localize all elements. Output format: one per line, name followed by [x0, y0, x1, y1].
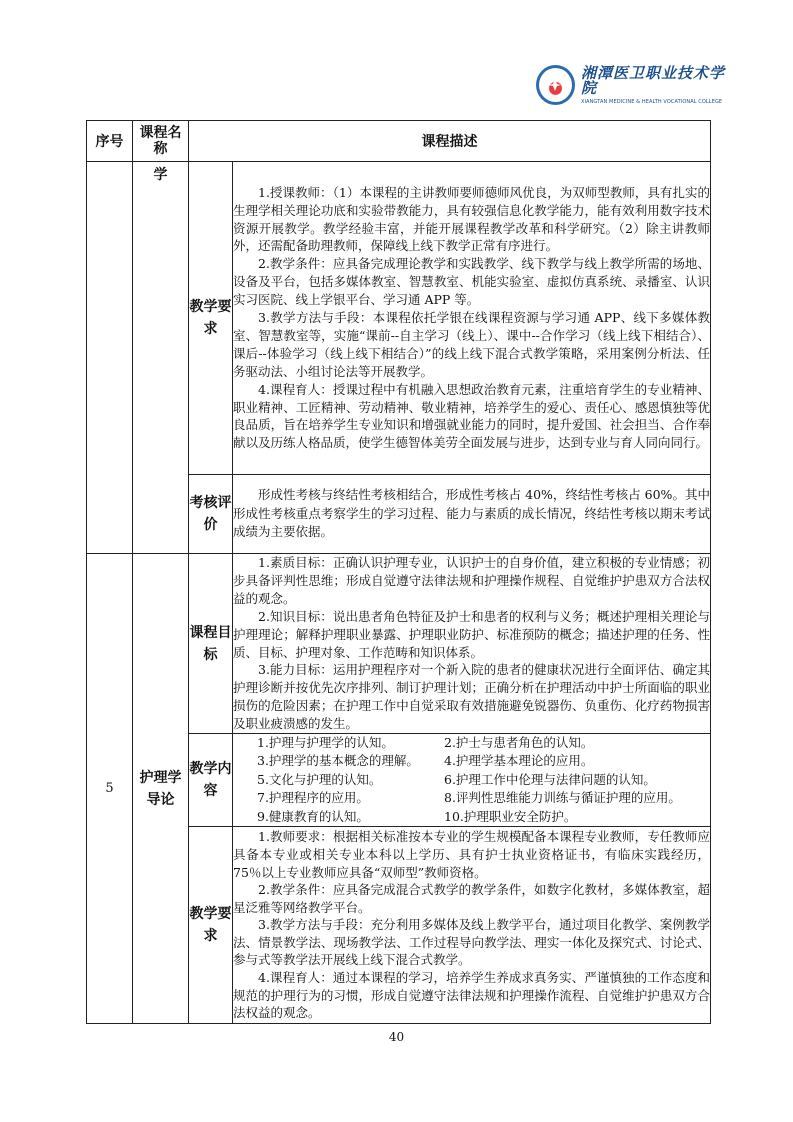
- course-4-assessment-label: 考核评价: [189, 475, 233, 554]
- course-4-assessment-desc: 形成性考核与终结性考核相结合，形成性考核占 40%，终结性考核占 60%。其中形成性考核重点考察学生的学习过程、能力与素质的成长情况，终结性考核以期末考试成绩为主要依据。: [233, 475, 711, 554]
- college-name-cn: 湘潭医卫职业技术学院: [580, 63, 725, 97]
- content-item: 10.护理职业安全防护。: [444, 808, 577, 824]
- content-item: 7.护理程序的应用。: [257, 790, 369, 806]
- course-5-teaching-req-label: 教学要求: [189, 827, 233, 1024]
- course-5-name: 护理学导论: [133, 554, 189, 1024]
- header-number: 序号: [87, 121, 133, 162]
- content-item: 9.健康教育的认知。: [257, 808, 369, 824]
- table-row: [87, 162, 711, 475]
- content-item: 2.护士与患者角色的认知。: [444, 735, 594, 751]
- content-item: 4.护理学基本理论的应用。: [444, 753, 594, 769]
- content-item: 8.评判性思维能力训练与循证护理的应用。: [444, 790, 681, 806]
- course-4-number-cell: [87, 162, 133, 554]
- college-name-en: XIANGTAN MEDICINE & HEALTH VOCATIONAL COLLEGE: [580, 98, 723, 105]
- course-4-teaching-req-desc: 1.授课教师：（1）本课程的主讲教师要师德师风优良，为双师型教师，具有扎实的生理学相关理论功底和实验带教能力，具有较强信息化教学能力，能有效利用数字技术资源开展教学。教学经验丰富，并能开展课程教学改革和科学研究。（2）除主讲教师外，还需配备助理教师，保障线上线下教学正常有序进行。 2.教学条件：应具备完成理论教学和实践教学、线下教学与线上教学所需的场地、设备及平台，包括多媒体教室、智慧教室、机能实验室、虚拟仿真系统、录播室、认识实习医院、线上学银平台、学习通 APP 等。 3.教学方法与手段：本课程依托学银在线课程资源与学习通 APP、线下多媒体教室、智慧教室等，实施“课前--自主学习（线上）、课中--合作学习（线上线下相结合）、课后--体验学习（线上线下相结合）”的线上线下混合式教学策略，采用案例分析法、任务驱动法、小组讨论法等开展教学。 4.课程育人：授课过程中有机融入思想政治教育元素，注重培育学生的专业精神、职业精神、工匠精神、劳动精神、敬业精神，培养学生的爱心、责任心、感恩慎独等优良品质，旨在培养学生专业知识和增强就业能力的同时，提升爱国、社会担当、合作奉献以及历练人格品质，使学生德智体美劳全面发展与进步，达到专业与育人同向同行。: [233, 162, 711, 475]
- course-4-teaching-req-label: 教学要求: [189, 162, 233, 475]
- course-5-objectives-desc: 1.素质目标：正确认识护理专业，认识护士的自身价值，建立积极的专业情感；初步具备评判性思维；形成自觉遵守法律法规和护理操作规程、自觉维护护患双方合法权益的观念。 2.知识目标：说出患者角色特征及护士和患者的权利与义务；概述护理相关理论与护理理论；解释护理职业暴露、护理职业防护、标准预防的概念；描述护理的任务、性质、目标、护理对象、工作范畴和知识体系。 3.能力目标：运用护理程序对一个新入院的患者的健康状况进行全面评估、确定其护理诊断并按优先次序排列、制订护理计划；正确分析在护理活动中护士所面临的职业损伤的危险因素；在护理工作中自觉采取有效措施避免锐器伤、负重伤、化疗药物损害及职业疲溃感的发生。: [233, 554, 711, 734]
- course-5-content-label: 教学内容: [189, 734, 233, 827]
- course-table: [86, 120, 711, 1024]
- college-seal-icon: [536, 65, 575, 105]
- course-5-number: 5: [87, 554, 133, 1024]
- content-item: 3.护理学的基本概念的理解。: [257, 753, 419, 769]
- content-item: 5.文化与护理的认知。: [257, 771, 382, 787]
- course-5-teaching-req-desc: 1.教师要求：根据相关标准按本专业的学生规模配备本课程专业教师，专任教师应具备本专业或相关专业本科以上学历、具有护士执业资格证书，有临床实践经历，75％以上专业教师应具备“双师型”教师资格。 2.教学条件：应具备完成混合式教学的教学条件，如数字化教材，多媒体教室，超星泛雅等网络教学平台。 3.教学方法与手段：充分利用多媒体及线上教学平台，通过项目化教学、案例教学法、情景教学法、现场教学法、工作过程导向教学法、理实一体化及探究式、讨论式、参与式等教学法开展线上线下混合式教学。 4.课程育人：通过本课程的学习，培养学生养成求真务实、严谨慎独的工作态度和规范的护理行为的习惯，形成自觉遵守法律法规和护理操作流程、自觉维护护患双方合法权益的观念。: [233, 827, 711, 1024]
- college-logo: [536, 62, 736, 108]
- content-item: 1.护理与护理学的认知。: [257, 735, 394, 751]
- content-item: 6.护理工作中伦理与法律问题的认知。: [444, 771, 656, 787]
- course-5-objectives-label: 课程目标: [189, 554, 233, 734]
- course-5-content-list: [233, 734, 711, 827]
- table-row: [87, 554, 711, 734]
- table-header-row: [87, 121, 711, 162]
- page-number: 40: [388, 1030, 405, 1044]
- header-course-name: 课程名称: [133, 121, 189, 162]
- header-description: 课程描述: [189, 121, 711, 162]
- course-4-name-fragment: 学: [133, 162, 189, 554]
